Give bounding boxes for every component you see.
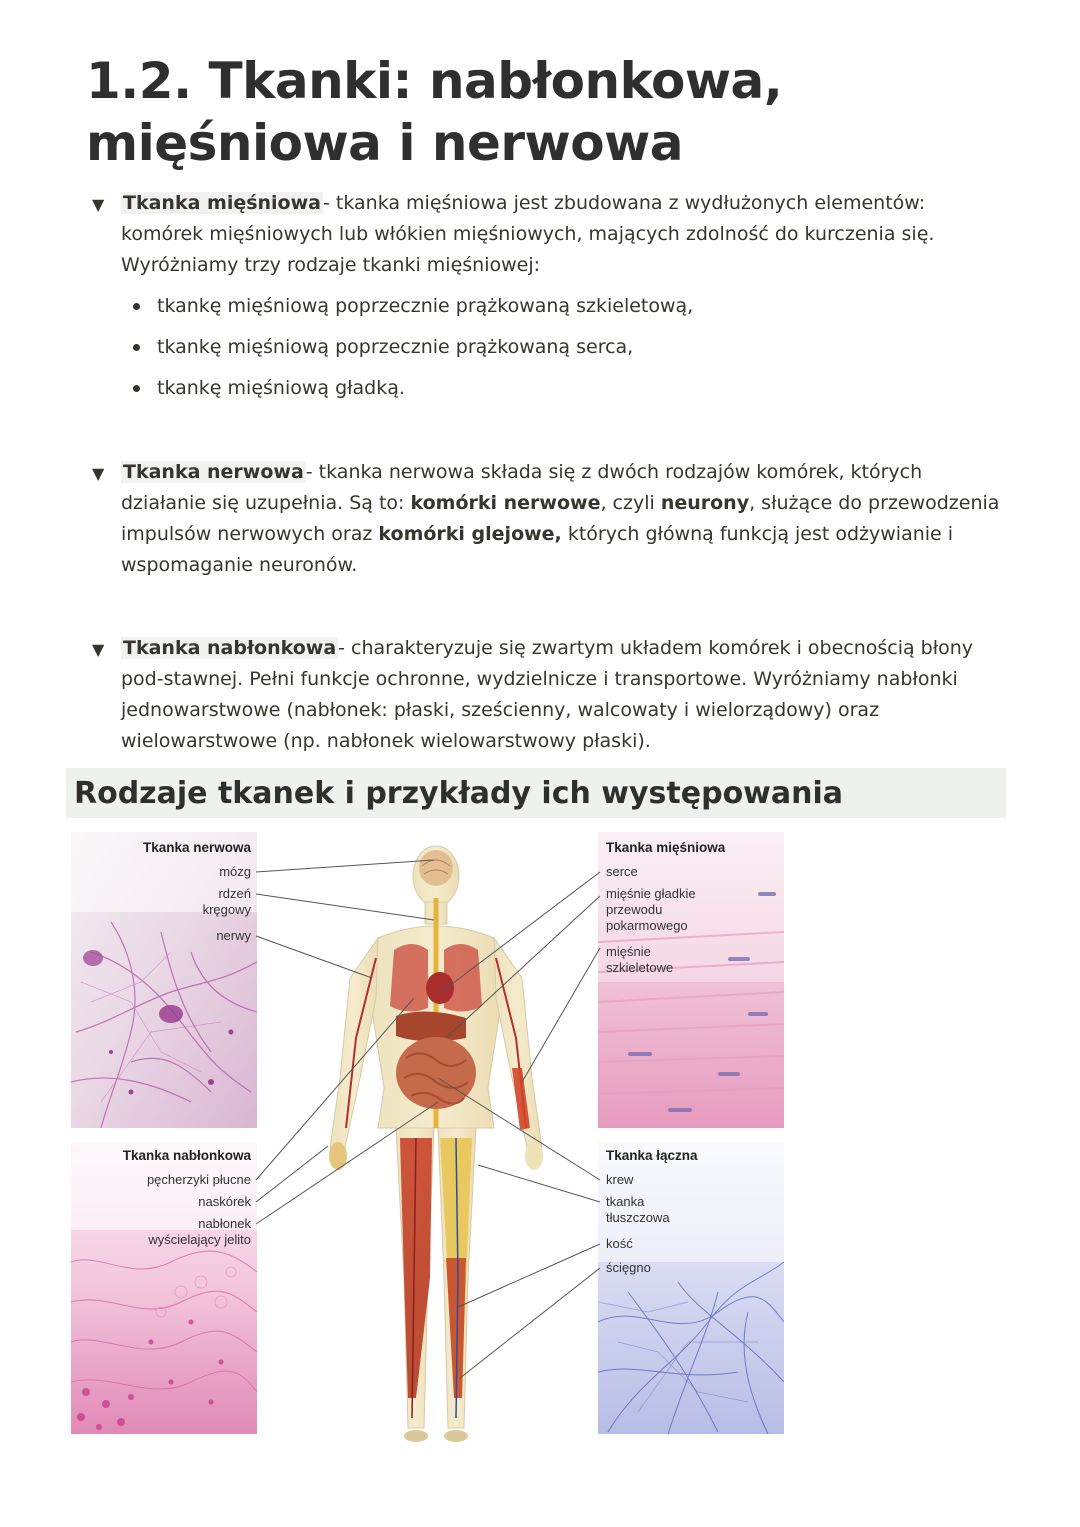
label-connective-tissue: Tkanka łączna [606,1148,698,1163]
term-nerve: Tkanka nerwowa [123,461,304,483]
label-smooth-muscle: mięśnie gładkie przewodu pokarmowego [606,886,696,933]
label-spinal-cord: rdzeń kręgowy [202,886,251,917]
term-epithelial: Tkanka nabłonkowa [123,637,337,659]
label-heart: serce [606,864,638,879]
tissue-figure [66,828,796,1448]
list-item: tkankę mięśniową poprzecznie prążkowaną serca, [121,332,1012,373]
bullet-icon [133,385,140,392]
toggle-triangle-icon[interactable]: ▼ [92,195,105,214]
label-intestinal-lining: nabłonek wyścielający jelito [148,1216,251,1247]
page-title: 1.2. Tkanki: nabłonkowa, mięśniowa i nerwowa [86,52,783,172]
label-bone: kość [606,1236,633,1251]
term-muscle: Tkanka mięśniowa [123,192,321,214]
muscle-types-list [92,291,1012,414]
label-nerve-tissue: Tkanka nerwowa [142,840,251,855]
label-epidermis: naskórek [198,1194,251,1209]
toggle-nerve-tissue: ▼ Tkanka nerwowa - tkanka nerwowa składa się z dwóch rodzajów komórek, których działanie się uzupełnia. Są to: komórki nerwowe, czyli neurony, służące do przewodzenia impulsów nerwowych oraz komórki glejowe, których główną funkcją jest odżywianie i wspomaganie neuronów. [92,457,1012,581]
label-tendon: ścięgno [606,1260,651,1275]
label-adipose-tissue: tkanka tłuszczowa [606,1194,670,1225]
muscle-intro: Wyróżniamy trzy rodzaje tkanki mięśniowej: [121,254,541,276]
label-nerves: nerwy [216,928,251,943]
bullet-icon [133,303,140,310]
list-item: tkankę mięśniową gładką. [121,373,1012,414]
toggle-triangle-icon[interactable]: ▼ [92,640,105,659]
label-epithelial-tissue: Tkanka nabłonkowa [122,1148,251,1163]
toggle-triangle-icon[interactable]: ▼ [92,464,105,483]
epithelial-description: - charakteryzuje się zwartym układem komórek i obecnością błony pod-stawnej. Pełni funkcje ochronne, wydzielnicze i transportowe. Wyróżniamy nabłonki jednowarstwowe (nabłonek: płaski, sześcienny, walcowaty i wielorządowy) oraz wielowarstwowe (np. nabłonek wielowarstwowy płaski). [121,637,974,752]
figure-heading-callout [66,768,1006,818]
toggle-epithelial-tissue [92,633,1012,757]
label-muscle-tissue: Tkanka mięśniowa [606,840,726,855]
list-item: tkankę mięśniową poprzecznie prążkowaną szkieletową, [121,291,1012,332]
label-skeletal-muscle: mięśnie szkieletowe [606,944,674,975]
label-blood: krew [606,1172,634,1187]
label-alveoli: pęcherzyki płucne [146,1172,251,1187]
figure-heading: Rodzaje tkanek i przykłady ich występowania [74,776,844,811]
toggle-muscle-tissue [92,188,1012,414]
label-brain: mózg [219,864,251,879]
bullet-icon [133,344,140,351]
muscle-description: - tkanka mięśniowa jest zbudowana z wydłużonych elementów: komórek mięśniowych lub włókien mięśniowych, mających zdolność do kurczenia się. [121,192,935,245]
